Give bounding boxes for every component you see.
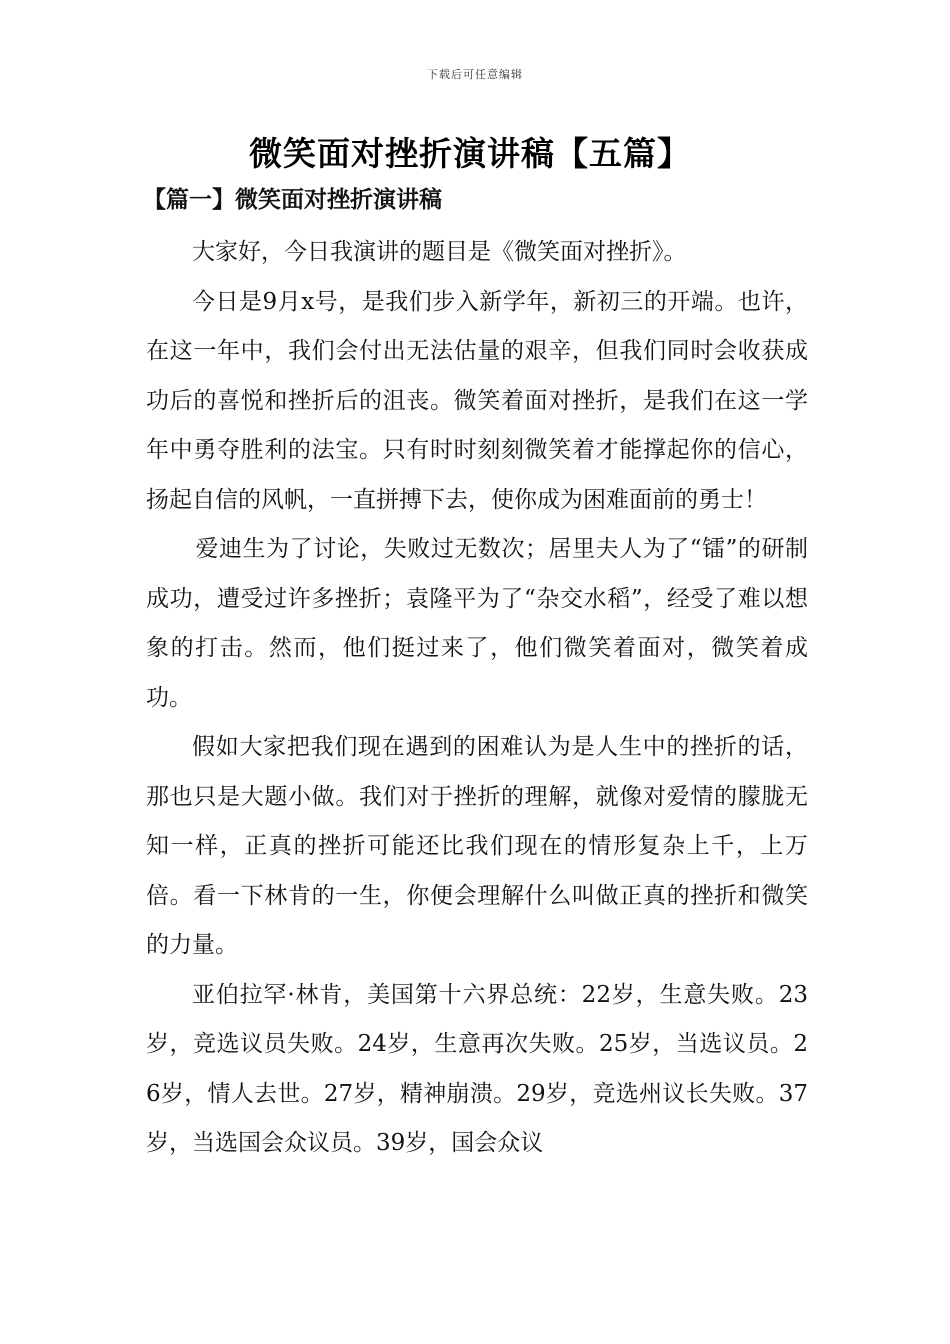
document-body (146, 228, 808, 1169)
header-note: 下载后可任意编辑 (427, 68, 523, 81)
document-title: 微笑面对挫折演讲稿【五篇】 (249, 134, 691, 173)
paragraph-real-setbacks: 假如大家把我们现在遇到的困难认为是人生中的挫折的话，那也只是大题小做。我们对于挫折的理解，就像对爱情的朦胧无知一样，正真的挫折可能还比我们现在的情形复杂上千，上万倍。看一下林肯的一生，你便会理解什么叫做正真的挫折和微笑的力量。 (146, 734, 808, 958)
paragraph-greeting: 大家好，今日我演讲的题目是《微笑面对挫折》。 (192, 239, 687, 265)
paragraph-lincoln: 亚伯拉罕·林肯，美国第十六界总统：22岁，生意失败。23岁，竞选议员失败。24岁，生意再次失败。25岁，当选议员。26岁，情人去世。27岁，精神崩溃。29岁，竞选州议长失败。37岁，当选国会众议员。39岁，国会众议 (146, 981, 808, 1156)
paragraph-new-term: 今日是9月x号，是我们步入新学年，新初三的开端。也许，在这一年中，我们会付出无法估量的艰辛，但我们同时会收获成功后的喜悦和挫折后的沮丧。微笑着面对挫折，是我们在这一学年中勇夺胜利的法宝。只有时时刻刻微笑着才能撑起你的信心，扬起自信的风帆，一直拼搏下去，使你成为困难面前的勇士！ (146, 288, 808, 513)
section-heading: 【篇一】微笑面对挫折演讲稿 (143, 186, 442, 213)
paragraph-examples: 爱迪生为了讨论，失败过无数次；居里夫人为了“镭”的研制成功，遭受过许多挫折；袁隆平为了“杂交水稻”，经受了难以想象的打击。然而，他们挺过来了，他们微笑着面对，微笑着成功。 (146, 536, 808, 711)
